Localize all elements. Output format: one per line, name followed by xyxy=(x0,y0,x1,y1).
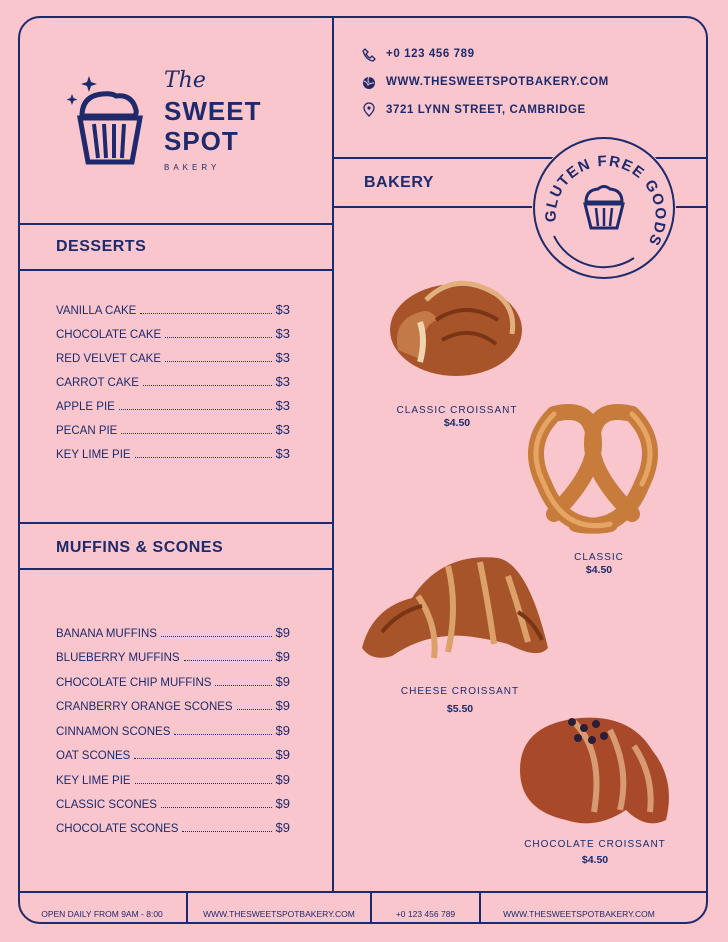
product-name: CHEESE CROISSANT xyxy=(400,686,520,697)
footer-website[interactable]: WWW.THESWEETSPOTBAKERY.COM xyxy=(203,909,355,919)
list-item: BANANA MUFFINS $9 xyxy=(56,625,290,640)
list-item: BLUEBERRY MUFFINS $9 xyxy=(56,649,290,664)
footer-divider-2 xyxy=(370,891,372,924)
logo-spot: SPOT xyxy=(164,126,239,156)
badge-text: GLUTEN FREE GOODS xyxy=(542,152,669,250)
list-item: KEY LIME PIE $3 xyxy=(56,446,290,461)
logo-the: The xyxy=(164,68,206,93)
gluten-free-badge-art xyxy=(532,136,676,280)
divider-vertical xyxy=(332,16,334,892)
contact-phone[interactable]: +0 123 456 789 xyxy=(386,48,475,60)
list-item: PECAN PIE $3 xyxy=(56,422,290,437)
desserts-title: DESSERTS xyxy=(56,238,147,255)
product-name: CHOCOLATE CROISSANT xyxy=(524,839,666,850)
divider-desserts-bottom xyxy=(18,269,332,271)
list-item: CARROT CAKE $3 xyxy=(56,374,290,389)
footer-divider-1 xyxy=(186,891,188,924)
list-item: APPLE PIE $3 xyxy=(56,398,290,413)
list-item: CHOCOLATE CHIP MUFFINS $9 xyxy=(56,674,290,689)
list-item: OAT SCONES $9 xyxy=(56,747,290,762)
divider-muffins-bottom xyxy=(18,568,332,570)
list-item: RED VELVET CAKE $3 xyxy=(56,350,290,365)
muffins-title: MUFFINS & SCONES xyxy=(56,539,224,556)
contact-address: 3721 LYNN STREET, CAMBRIDGE xyxy=(386,104,586,116)
product-price: $4.50 xyxy=(581,854,609,866)
classic-croissant-image xyxy=(386,270,526,385)
pretzel-image xyxy=(524,404,662,542)
footer-website-2[interactable]: WWW.THESWEETSPOTBAKERY.COM xyxy=(503,909,655,919)
logo-sweet: SWEET xyxy=(164,96,262,126)
list-item: CLASSIC SCONES $9 xyxy=(56,796,290,811)
phone-icon xyxy=(362,48,376,62)
list-item: CHOCOLATE SCONES $9 xyxy=(56,820,290,835)
divider-footer-top xyxy=(18,891,708,893)
footer-phone[interactable]: +0 123 456 789 xyxy=(395,909,456,919)
list-item: KEY LIME PIE $9 xyxy=(56,772,290,787)
chocolate-croissant-image xyxy=(514,710,674,830)
cheese-croissant-image xyxy=(358,552,552,664)
location-pin-icon xyxy=(362,103,376,117)
badge-cupcake-icon xyxy=(585,187,623,229)
divider-desserts-top xyxy=(18,223,332,225)
product-name: CLASSIC CROISSANT xyxy=(396,405,518,416)
footer-hours: OPEN DAILY FROM 9AM - 8:00 xyxy=(41,909,163,919)
list-item: CRANBERRY ORANGE SCONES $9 xyxy=(56,698,290,713)
footer-divider-3 xyxy=(479,891,481,924)
product-price: $4.50 xyxy=(443,417,471,429)
divider-muffins-top xyxy=(18,522,332,524)
list-item: CINNAMON SCONES $9 xyxy=(56,723,290,738)
bakery-title: BAKERY xyxy=(364,174,434,191)
contact-website[interactable]: WWW.THESWEETSPOTBAKERY.COM xyxy=(386,76,609,88)
list-item: VANILLA CAKE $3 xyxy=(56,302,290,317)
list-item: CHOCOLATE CAKE $3 xyxy=(56,326,290,341)
product-price: $5.50 xyxy=(446,703,474,715)
globe-icon xyxy=(362,76,376,90)
product-name: CLASSIC xyxy=(574,552,624,563)
cupcake-logo-icon xyxy=(66,72,146,172)
product-price: $4.50 xyxy=(585,564,613,576)
logo-bakery: BAKERY xyxy=(164,163,221,172)
